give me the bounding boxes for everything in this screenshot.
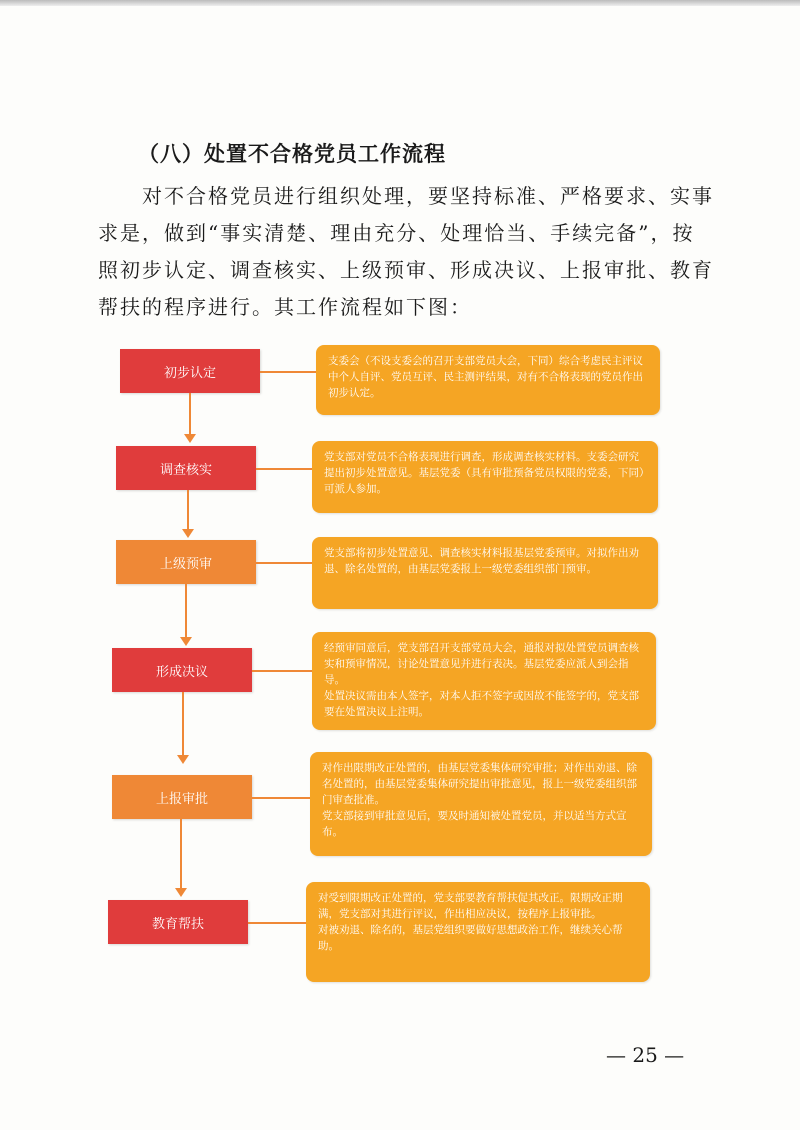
flow-arrow — [185, 584, 187, 638]
description-box — [316, 345, 660, 415]
step-superior-review: 上级预审 — [116, 540, 256, 584]
description-box — [312, 537, 658, 609]
description-box — [312, 632, 656, 730]
description-text: 党支部接到审批意见后，要及时通知被处置党员，并以适当方式宣布。 — [322, 810, 627, 838]
step-form-resolution: 形成决议 — [112, 648, 252, 692]
paragraph-line: 帮扶的程序进行。其工作流程如下图： — [98, 295, 472, 319]
connector-line — [252, 670, 312, 672]
description-text: 对受到限期改正处置的，党支部要教育帮扶促其改正。限期改正期满，党支部对其进行评议，作出相应决议，按程序上报审批。 — [318, 892, 623, 920]
flow-arrow — [189, 393, 191, 435]
flow-arrow — [182, 692, 184, 756]
connector-line — [256, 562, 312, 564]
description-text: 对被劝退、除名的，基层党组织要做好思想政治工作，继续关心帮助。 — [318, 924, 623, 952]
description-text: 党支部对党员不合格表现进行调查，形成调查核实材料。支委会研究提出初步处置意见。基层党委（具有审批预备党员权限的党委，下同）可派人参加。 — [324, 451, 645, 495]
flow-arrow — [180, 819, 182, 889]
description-text: 经预审同意后，党支部召开支部党员大会，通报对拟处置党员调查核实和预审情况，讨论处置意见并进行表决。基层党委应派人到会指导。 — [324, 642, 639, 686]
description-box — [306, 882, 650, 982]
top-edge — [0, 0, 800, 6]
paragraph-line: 照初步认定、调查核实、上级预审、形成决议、上报审批、教育 — [98, 258, 714, 282]
paragraph-line: 对不合格党员进行组织处理，要坚持标准、严格要求、实事 — [142, 184, 714, 208]
description-text: 处置决议需由本人签字，对本人拒不签字或因故不能签字的，党支部要在处置决议上注明。 — [324, 690, 639, 718]
connector-line — [248, 922, 306, 924]
step-report-approval: 上报审批 — [112, 775, 252, 819]
intro-paragraph — [98, 178, 718, 326]
connector-line — [260, 371, 316, 373]
page-number: — 25 — — [606, 1043, 685, 1067]
description-text: 对作出限期改正处置的，由基层党委集体研究审批；对作出劝退、除名处置的，由基层党委集体研究提出审批意见，报上一级党委组织部门审查批准。 — [322, 762, 637, 806]
description-text: 支委会（不设支委会的召开支部党员大会，下同）综合考虑民主评议中个人自评、党员互评、民主测评结果，对有不合格表现的党员作出初步认定。 — [328, 355, 643, 399]
paragraph-line: 求是，做到“事实清楚、理由充分、处理恰当、手续完备”，按 — [98, 221, 695, 245]
step-initial-determination: 初步认定 — [120, 349, 260, 393]
step-investigation: 调查核实 — [116, 446, 256, 490]
section-heading: （八）处置不合格党员工作流程 — [138, 141, 446, 166]
step-education-assistance: 教育帮扶 — [108, 900, 248, 944]
description-text: 党支部将初步处置意见、调查核实材料报基层党委预审。对拟作出劝退、除名处置的，由基层党委报上一级党委组织部门预审。 — [324, 547, 639, 575]
description-box — [310, 752, 652, 856]
connector-line — [256, 468, 312, 470]
connector-line — [252, 797, 310, 799]
flow-arrow — [187, 490, 189, 530]
description-box — [312, 441, 658, 513]
